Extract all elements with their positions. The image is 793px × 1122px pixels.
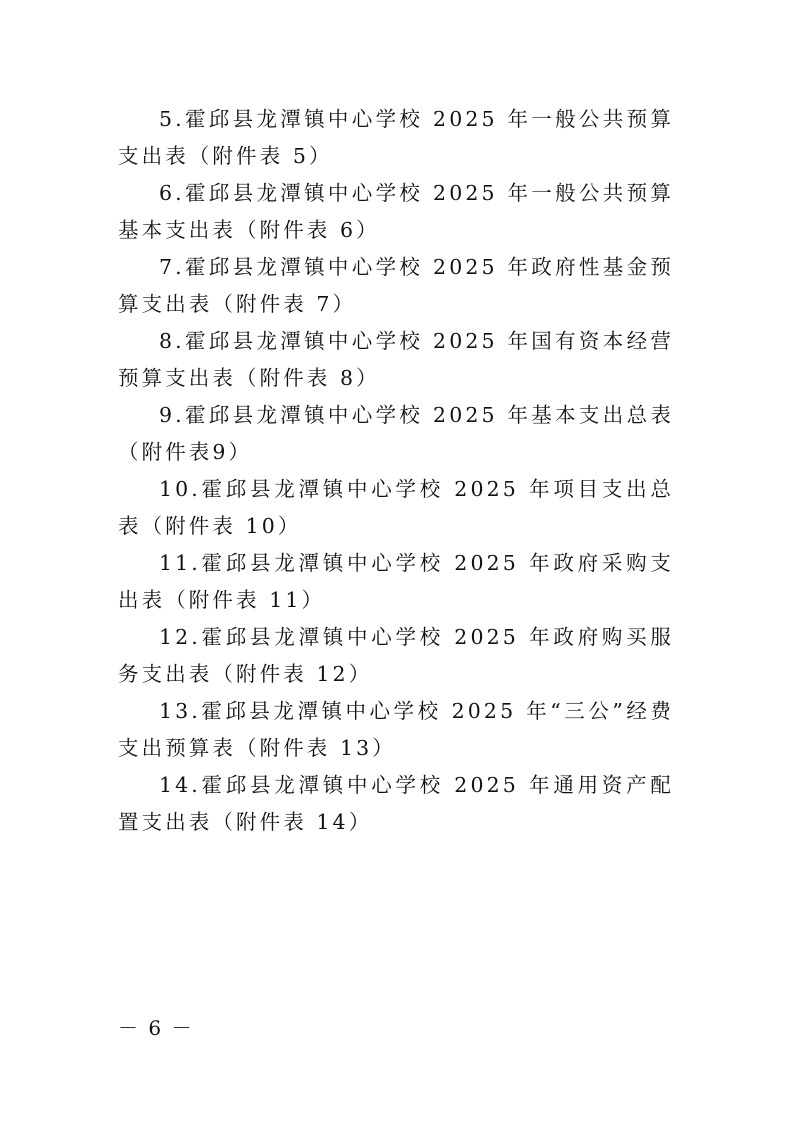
list-item-attachment-8: 8.霍邱县龙潭镇中心学校 2025 年国有资本经营预算支出表（附件表 8） bbox=[118, 329, 674, 390]
list-item-attachment-5: 5.霍邱县龙潭镇中心学校 2025 年一般公共预算支出表（附件表 5） bbox=[118, 107, 674, 168]
list-item-attachment-10: 10.霍邱县龙潭镇中心学校 2025 年项目支出总表（附件表 10） bbox=[118, 477, 674, 538]
document-body bbox=[118, 101, 674, 841]
list-item-attachment-11: 11.霍邱县龙潭镇中心学校 2025 年政府采购支出表（附件表 11） bbox=[118, 551, 674, 612]
list-item-attachment-6: 6.霍邱县龙潭镇中心学校 2025 年一般公共预算基本支出表（附件表 6） bbox=[118, 181, 674, 242]
list-item-attachment-9: 9.霍邱县龙潭镇中心学校 2025 年基本支出总表（附件表9） bbox=[118, 403, 674, 464]
list-item-attachment-12: 12.霍邱县龙潭镇中心学校 2025 年政府购买服务支出表（附件表 12） bbox=[118, 625, 674, 686]
page-number: － 6 － bbox=[118, 1016, 194, 1040]
list-item-attachment-7: 7.霍邱县龙潭镇中心学校 2025 年政府性基金预算支出表（附件表 7） bbox=[118, 255, 674, 316]
list-item-attachment-13: 13.霍邱县龙潭镇中心学校 2025 年“三公”经费支出预算表（附件表 13） bbox=[118, 699, 674, 760]
list-item-attachment-14: 14.霍邱县龙潭镇中心学校 2025 年通用资产配置支出表（附件表 14） bbox=[118, 773, 674, 834]
